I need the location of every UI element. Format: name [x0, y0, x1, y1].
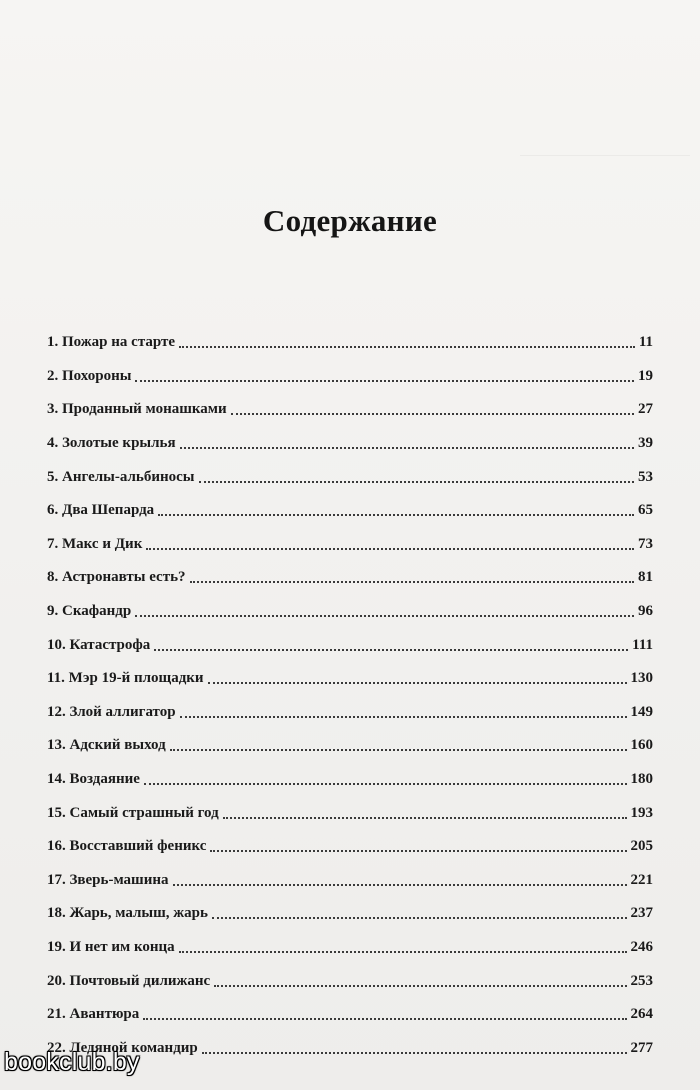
- toc-entry-page-number: 19: [638, 367, 653, 384]
- dot-leader: [135, 614, 634, 617]
- dot-leader: [179, 345, 635, 348]
- toc-entry-page-number: 193: [630, 804, 653, 821]
- toc-entry-page-number: 149: [630, 703, 653, 720]
- toc-entry-title: 18. Жарь, малыш, жарь: [47, 905, 208, 922]
- dot-leader: [173, 883, 627, 886]
- toc-entry-page-number: 111: [632, 636, 653, 653]
- toc-entry: [47, 528, 653, 562]
- dot-leader: [180, 715, 627, 718]
- toc-entry: [47, 763, 653, 797]
- toc-entry-page-number: 264: [630, 1006, 653, 1023]
- toc-entry-page-number: 96: [638, 603, 653, 620]
- toc-entry: [47, 595, 653, 629]
- dot-leader: [146, 547, 634, 550]
- bleed-through-text: [440, 30, 690, 330]
- toc-entry-title: 12. Злой аллигатор: [47, 703, 176, 720]
- dot-leader: [143, 1017, 626, 1020]
- toc-entry-page-number: 205: [630, 838, 653, 855]
- dot-leader: [199, 480, 634, 483]
- toc-entry-title: 19. И нет им конца: [47, 938, 175, 955]
- dot-leader: [158, 513, 634, 516]
- watermark-logo: bookclub.by: [4, 1048, 140, 1076]
- toc-entry-title: 20. Почтовый дилижанс: [47, 972, 211, 989]
- dot-leader: [214, 984, 626, 987]
- toc-entry: [47, 964, 653, 998]
- toc-entry-page-number: 221: [630, 871, 653, 888]
- dot-leader: [135, 379, 634, 382]
- toc-entry-page-number: 11: [638, 334, 653, 351]
- toc-entry-title: 11. Мэр 19-й площадки: [47, 670, 204, 687]
- toc-entry-title: 17. Зверь-машина: [47, 871, 169, 888]
- toc-entry: [47, 393, 653, 427]
- toc-entry-title: 3. Проданный монашками: [47, 401, 227, 418]
- toc-entry-title: 9. Скафандр: [47, 603, 132, 620]
- dot-leader: [144, 782, 627, 785]
- toc-entry: [47, 931, 653, 965]
- dot-leader: [223, 816, 627, 819]
- toc-entry-page-number: 237: [630, 905, 653, 922]
- toc-entry-title: 15. Самый страшный год: [47, 804, 219, 821]
- toc-entry-title: 22. Ледяной командир: [47, 1039, 198, 1056]
- toc-entry-page-number: 39: [638, 435, 653, 452]
- dot-leader: [212, 916, 627, 919]
- dot-leader: [208, 681, 627, 684]
- toc-entry-page-number: 53: [638, 468, 653, 485]
- toc-entry: [47, 696, 653, 730]
- toc-entry-page-number: 180: [630, 771, 653, 788]
- toc-entry-page-number: 253: [630, 972, 653, 989]
- toc-entry-title: 1. Пожар на старте: [47, 334, 176, 351]
- toc-entry-title: 16. Восставший феникс: [47, 838, 207, 855]
- toc-entry: [47, 628, 653, 662]
- toc-entry-page-number: 65: [638, 502, 653, 519]
- toc-entry-title: 7. Макс и Дик: [47, 535, 143, 552]
- toc-entry-title: 10. Катастрофа: [47, 636, 151, 653]
- toc-entry: [47, 662, 653, 696]
- dot-leader: [170, 748, 627, 751]
- toc-entry: [47, 998, 653, 1032]
- dot-leader: [231, 412, 634, 415]
- toc-entry-page-number: 277: [630, 1039, 653, 1056]
- toc-entry-page-number: 81: [638, 569, 653, 586]
- dot-leader: [154, 648, 628, 651]
- toc-entry-title: 4. Золотые крылья: [47, 435, 176, 452]
- toc-entry-page-number: 130: [630, 670, 653, 687]
- page-title: Содержание: [262, 202, 438, 238]
- toc-entry: [47, 427, 653, 461]
- dot-leader: [190, 580, 634, 583]
- toc-entry: [47, 326, 653, 360]
- toc-entry: [47, 360, 653, 394]
- toc-entry-page-number: 27: [638, 401, 653, 418]
- dot-leader: [202, 1051, 627, 1054]
- toc-entry: [47, 460, 653, 494]
- toc-entry-title: 6. Два Шепарда: [47, 502, 155, 519]
- toc-entry: [47, 561, 653, 595]
- table-of-contents: [47, 326, 653, 1065]
- toc-entry-title: 21. Авантюра: [47, 1006, 140, 1023]
- toc-entry-title: 14. Воздаяние: [47, 771, 140, 788]
- toc-entry-title: 5. Ангелы-альбиносы: [47, 468, 195, 485]
- toc-entry-page-number: 160: [630, 737, 653, 754]
- toc-entry: [47, 864, 653, 898]
- toc-entry: [47, 729, 653, 763]
- toc-entry-title: 8. Астронавты есть?: [47, 569, 186, 586]
- toc-entry-title: 13. Адский выход: [47, 737, 166, 754]
- toc-entry: [47, 830, 653, 864]
- toc-entry: [47, 494, 653, 528]
- toc-entry-title: 2. Похороны: [47, 367, 132, 384]
- toc-entry: [47, 897, 653, 931]
- dot-leader: [210, 849, 626, 852]
- dot-leader: [180, 446, 634, 449]
- toc-entry-page-number: 73: [638, 535, 653, 552]
- toc-entry-page-number: 246: [630, 938, 653, 955]
- dot-leader: [179, 950, 627, 953]
- toc-entry: [47, 796, 653, 830]
